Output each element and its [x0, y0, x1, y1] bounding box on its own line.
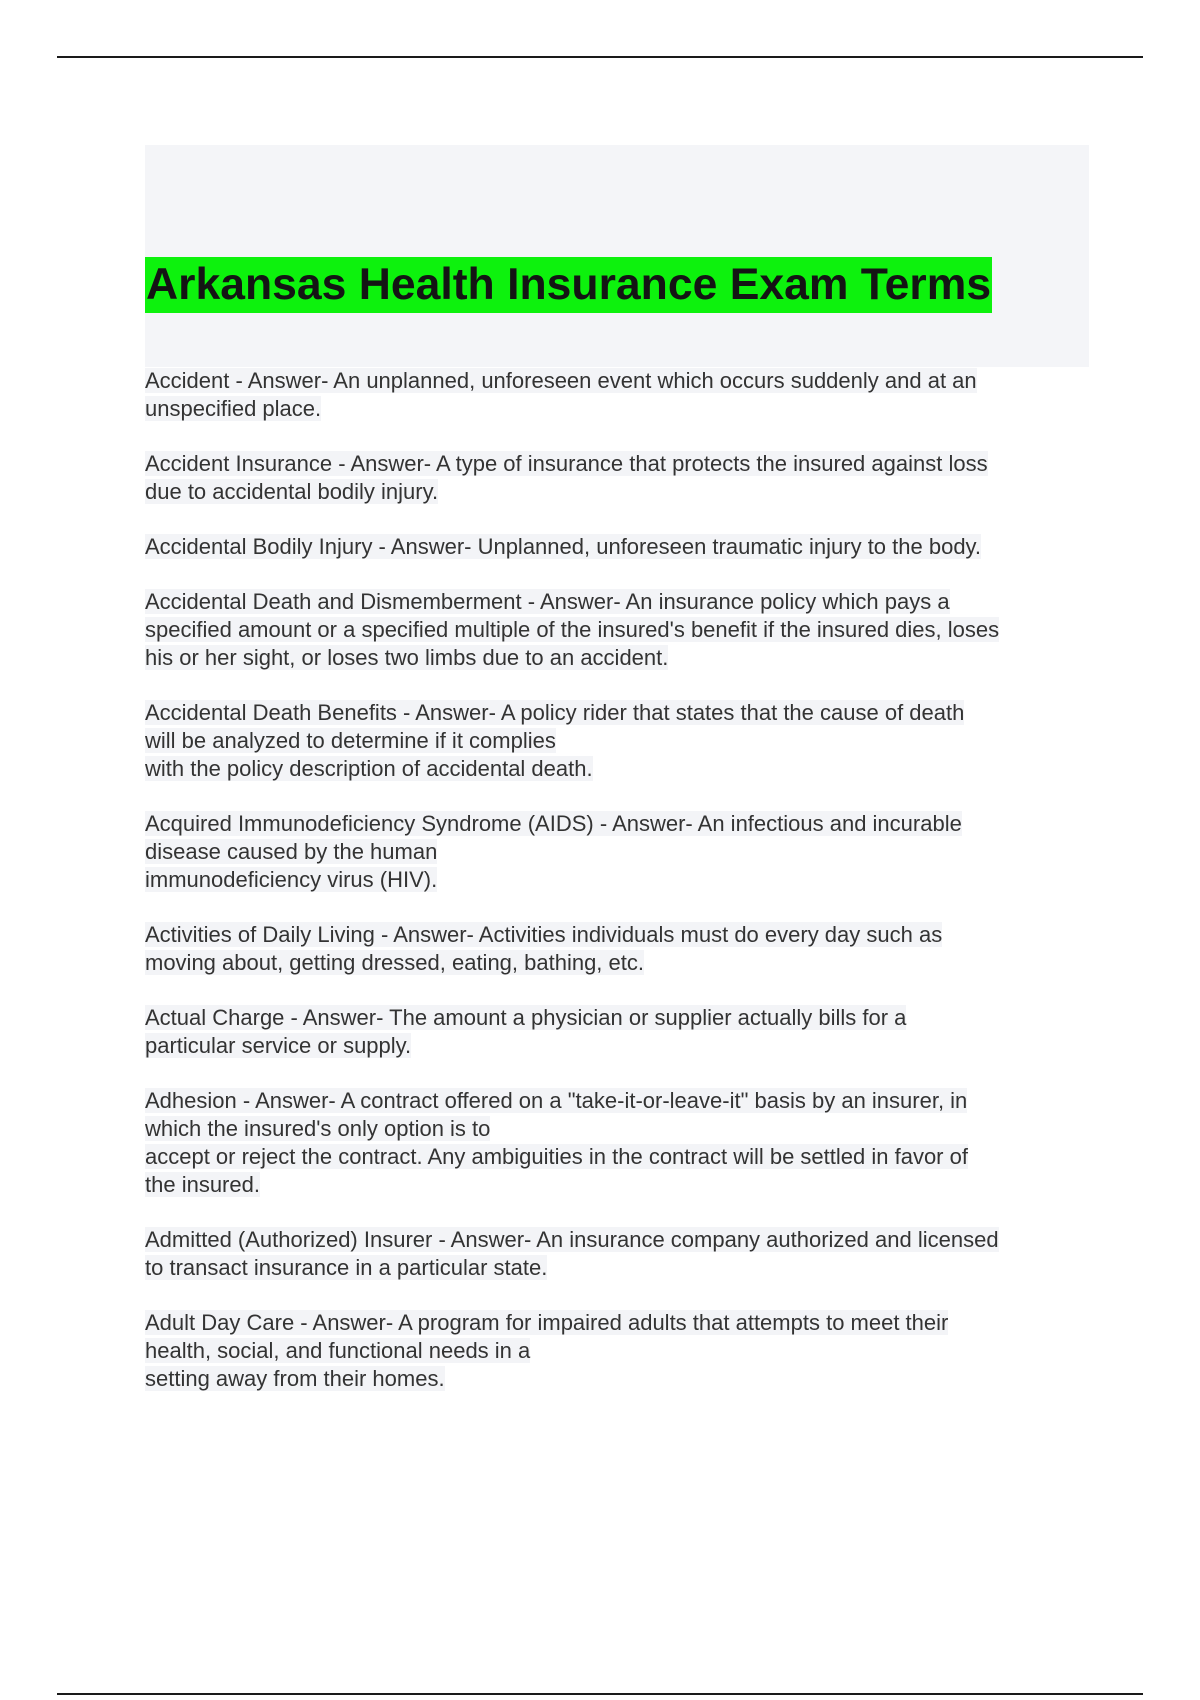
term-line: [145, 1226, 1095, 1254]
term-line-text: Accident Insurance - Answer- A type of insurance that protects the insured against loss: [145, 451, 988, 476]
term-line-text: Accidental Bodily Injury - Answer- Unplanned, unforeseen traumatic injury to the body.: [145, 534, 982, 559]
term-line-text: disease caused by the human: [145, 839, 438, 864]
term-entry: [145, 921, 1095, 977]
bottom-rule: [57, 1693, 1143, 1695]
term-line-text: Adhesion - Answer- A contract offered on a "take-it-or-leave-it" basis by an insurer, in: [145, 1088, 968, 1113]
term-line-text: which the insured's only option is to: [145, 1116, 491, 1141]
term-line-text: Adult Day Care - Answer- A program for impaired adults that attempts to meet their: [145, 1310, 949, 1335]
term-line-text: Accidental Death and Dismemberment - Answer- An insurance policy which pays a: [145, 589, 950, 614]
term-line: [145, 949, 1095, 977]
term-line-text: the insured.: [145, 1172, 260, 1197]
term-line-text: health, social, and functional needs in a: [145, 1338, 531, 1363]
term-entry: [145, 450, 1095, 506]
term-line-text: due to accidental bodily injury.: [145, 479, 439, 504]
term-line-text: Accidental Death Benefits - Answer- A policy rider that states that the cause of death: [145, 700, 965, 725]
term-line: [145, 588, 1095, 616]
term-line: [145, 921, 1095, 949]
term-entry: [145, 533, 1095, 561]
term-line-text: Admitted (Authorized) Insurer - Answer- An insurance company authorized and licensed: [145, 1227, 999, 1252]
term-line: [145, 450, 1095, 478]
term-line: [145, 1087, 1095, 1115]
term-entry: [145, 1226, 1095, 1282]
term-line: [145, 699, 1095, 727]
term-line: [145, 533, 1095, 561]
term-line: [145, 866, 1095, 894]
term-line-text: his or her sight, or loses two limbs due to an accident.: [145, 645, 669, 670]
term-entry: [145, 1309, 1095, 1393]
term-line: [145, 1032, 1095, 1060]
term-line-text: setting away from their homes.: [145, 1366, 445, 1391]
term-line-text: to transact insurance in a particular state.: [145, 1255, 548, 1280]
term-line-text: moving about, getting dressed, eating, bathing, etc.: [145, 950, 644, 975]
term-line: [145, 727, 1095, 755]
title-panel: [145, 145, 1089, 367]
term-line: [145, 1115, 1095, 1143]
term-entry: [145, 699, 1095, 783]
term-line-text: particular service or supply.: [145, 1033, 412, 1058]
term-entry: [145, 588, 1095, 672]
term-line-text: Actual Charge - Answer- The amount a physician or supplier actually bills for a: [145, 1005, 907, 1030]
term-line-text: unspecified place.: [145, 396, 322, 421]
page-title: Arkansas Health Insurance Exam Terms: [145, 257, 992, 313]
term-line: [145, 478, 1095, 506]
term-line-text: will be analyzed to determine if it complies: [145, 728, 556, 753]
term-line: [145, 367, 1095, 395]
term-line: [145, 1309, 1095, 1337]
term-line-text: Accident - Answer- An unplanned, unforeseen event which occurs suddenly and at an: [145, 368, 977, 393]
term-line-text: with the policy description of accidental death.: [145, 756, 593, 781]
term-line: [145, 1365, 1095, 1393]
term-line: [145, 616, 1095, 644]
term-entry: [145, 810, 1095, 894]
top-rule: [57, 56, 1143, 58]
term-line-text: accept or reject the contract. Any ambiguities in the contract will be settled in favor of: [145, 1144, 968, 1169]
term-entry: [145, 367, 1095, 423]
term-entry: [145, 1004, 1095, 1060]
term-line: [145, 810, 1095, 838]
term-entry: [145, 1087, 1095, 1199]
term-line: [145, 1254, 1095, 1282]
terms-list: [145, 367, 1095, 1420]
term-line-text: Acquired Immunodeficiency Syndrome (AIDS) - Answer- An infectious and incurable: [145, 811, 962, 836]
term-line: [145, 1004, 1095, 1032]
term-line: [145, 644, 1095, 672]
term-line-text: immunodeficiency virus (HIV).: [145, 867, 438, 892]
term-line: [145, 1337, 1095, 1365]
term-line: [145, 755, 1095, 783]
term-line: [145, 1143, 1095, 1171]
term-line: [145, 395, 1095, 423]
term-line-text: Activities of Daily Living - Answer- Activities individuals must do every day such as: [145, 922, 943, 947]
term-line: [145, 1171, 1095, 1199]
term-line: [145, 838, 1095, 866]
term-line-text: specified amount or a specified multiple of the insured's benefit if the insured dies, loses: [145, 617, 1000, 642]
